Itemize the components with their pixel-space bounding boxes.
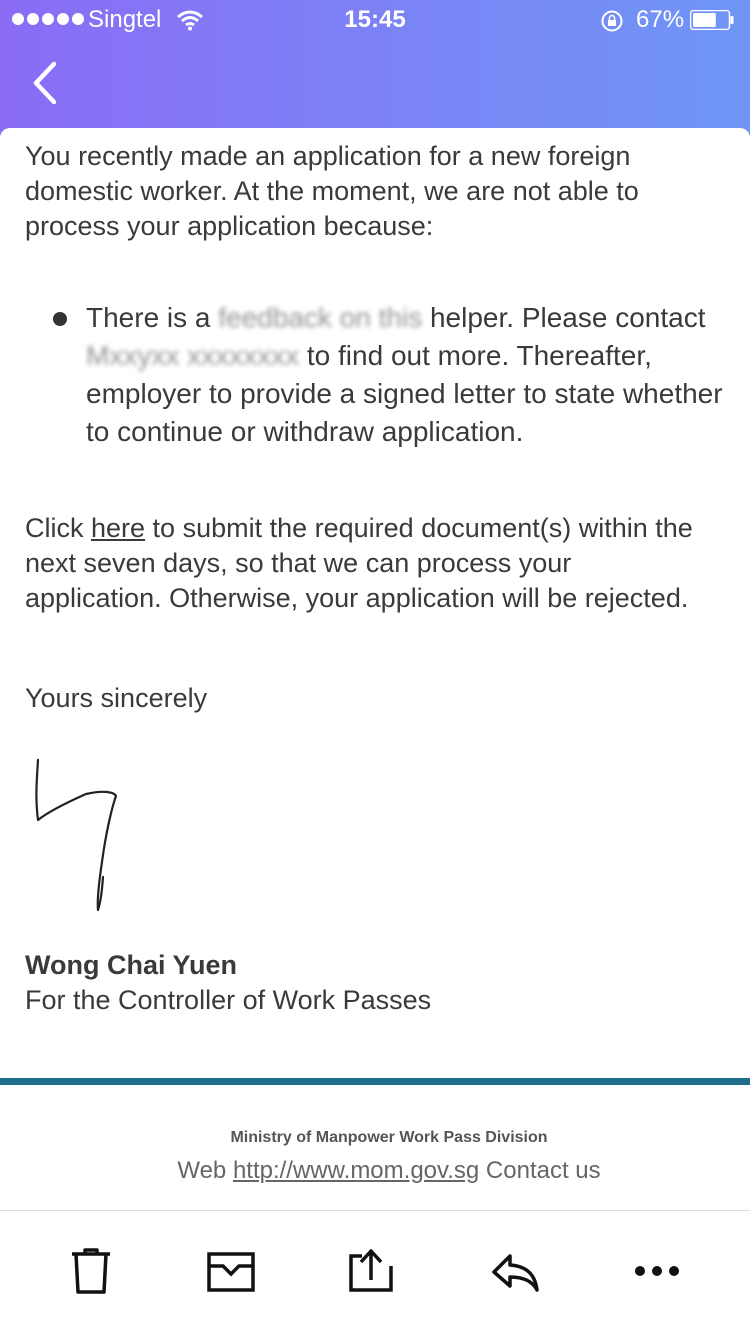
web-label: Web <box>177 1157 233 1184</box>
obscured-contact: Mxxyxx xxxxxxxx <box>86 340 300 371</box>
carrier-name: Singtel <box>88 6 162 33</box>
more-icon[interactable] <box>632 1246 682 1296</box>
battery-icon <box>690 10 734 30</box>
submit-link[interactable]: here <box>91 513 146 543</box>
bullet-marker <box>53 312 67 326</box>
clock: 15:45 <box>344 6 406 33</box>
action-prefix: Click <box>25 513 91 543</box>
footer-organization: Ministry of Manpower Work Pass Division <box>230 1129 548 1146</box>
share-icon[interactable] <box>346 1246 396 1296</box>
archive-icon[interactable] <box>206 1246 256 1296</box>
bullet-text-part2: helper. Please contact <box>422 302 706 333</box>
signature-image <box>28 752 128 917</box>
action-suffix: to submit the required document(s) within the next seven days, so that we can process your application. Otherwise, your application will be rejected. <box>25 513 693 613</box>
bullet-text-part3: to find out more. Thereafter, employer to provide a signed letter to state whether to continue or withdraw application. <box>86 340 723 447</box>
reply-icon[interactable] <box>490 1246 540 1296</box>
rotation-lock-icon <box>600 9 624 33</box>
battery-percent: 67% <box>636 6 685 33</box>
signer-name: Wong Chai Yuen <box>25 950 238 980</box>
contact-us-link[interactable]: Contact us <box>479 1157 601 1184</box>
bullet-text-part1: There is a <box>86 302 219 333</box>
signer-role: For the Controller of Work Passes <box>25 985 432 1015</box>
mail-toolbar <box>0 1211 750 1334</box>
footer-links <box>0 1157 750 1185</box>
header-bar <box>0 0 750 140</box>
action-paragraph <box>25 511 715 616</box>
website-link[interactable]: http://www.mom.gov.sg <box>232 1157 480 1184</box>
bullet-item <box>86 299 726 451</box>
closing: Yours sincerely <box>25 683 208 713</box>
footer-divider <box>0 1078 750 1085</box>
intro-paragraph: You recently made an application for a new foreign domestic worker. At the moment, we are not able to process your application because: <box>25 141 639 241</box>
back-button[interactable] <box>28 60 64 106</box>
obscured-text: feedback on this <box>218 302 423 333</box>
status-bar <box>0 0 750 40</box>
trash-icon[interactable] <box>66 1246 116 1296</box>
